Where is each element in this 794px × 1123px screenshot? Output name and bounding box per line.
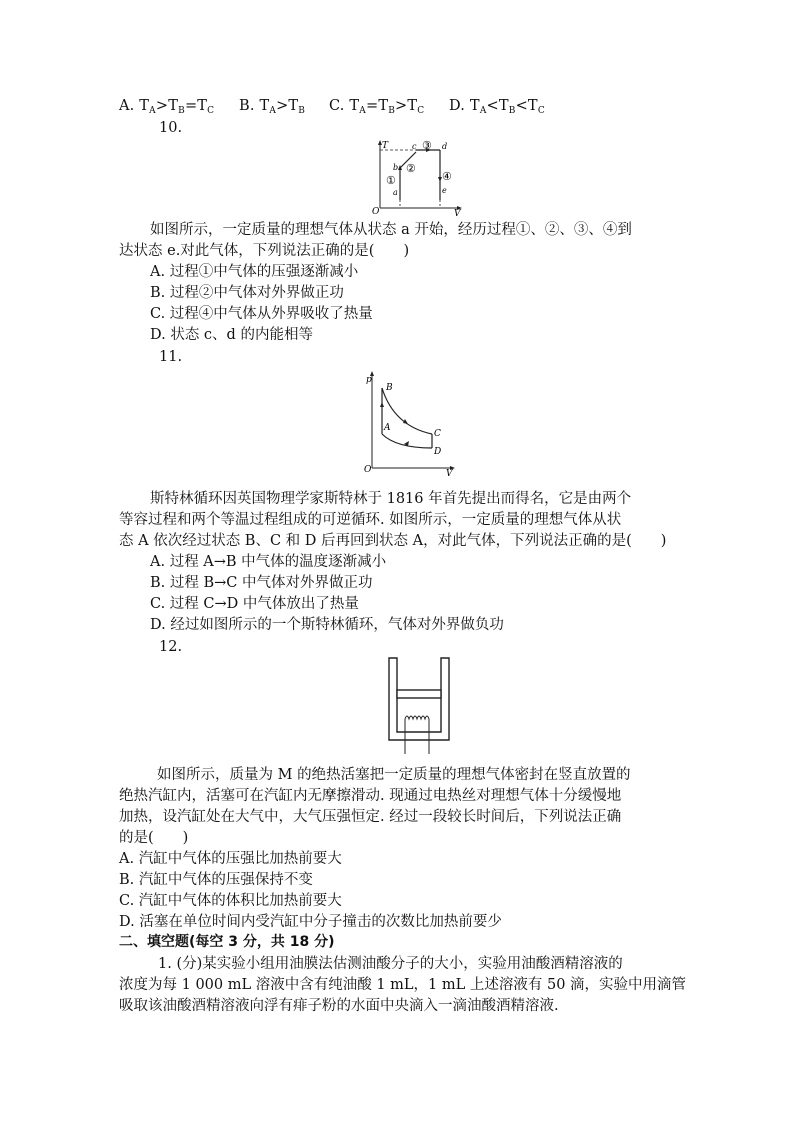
q11-number: 11. <box>159 349 183 365</box>
q9-option-d: D. $T_A<T_B<T_C$ <box>449 98 545 116</box>
q10-process-4: ④ <box>442 170 452 183</box>
q10-tv-figure <box>368 138 468 218</box>
q10-number: 10. <box>159 120 183 136</box>
q10-origin-label: O <box>372 207 380 217</box>
q11-option-b: B. 过程 B→C 中气体对外界做正功 <box>150 575 373 591</box>
q11-option-d: D. 经过如图所示的一个斯特林循环，气体对外界做负功 <box>150 617 504 633</box>
fill-q1-line3: 吸取该油酸酒精溶液向浮有痱子粉的水面中央滴入一滴油酸酒精溶液. <box>119 998 559 1014</box>
q10-option-b: B. 过程②中气体对外界做正功 <box>150 285 344 301</box>
q10-label-e: e <box>442 186 447 195</box>
q10-stem-line1: 如图所示，一定质量的理想气体从状态 a 开始，经历过程①、②、③、④到 <box>150 222 632 238</box>
q10-axis-v-label: V <box>454 209 461 218</box>
q12-number: 12. <box>159 639 183 655</box>
q12-option-b: B. 汽缸中气体的压强保持不变 <box>119 872 313 888</box>
q10-process-1: ① <box>386 174 396 187</box>
q12-stem-line4: 的是( ) <box>119 830 189 846</box>
q10-stem-line2: 达状态 e.对此气体，下列说法正确的是( ) <box>119 243 410 259</box>
q12-option-a: A. 汽缸中气体的压强比加热前要大 <box>119 851 342 867</box>
q11-label-b: B <box>386 383 393 393</box>
q11-stem-line2: 等容过程和两个等温过程组成的可逆循环. 如图所示，一定质量的理想气体从状 <box>119 512 622 528</box>
q11-label-a: A <box>384 423 391 433</box>
q12-stem-line2: 绝热汽缸内，活塞可在汽缸内无摩擦滑动. 现通过电热丝对理想气体十分缓慢地 <box>119 788 622 804</box>
q10-label-b: b <box>393 163 399 172</box>
q12-stem-line1: 如图所示，质量为 M 的绝热活塞把一定质量的理想气体密封在竖直放置的 <box>157 767 631 783</box>
q12-option-d: D. 活塞在单位时间内受汽缸中分子撞击的次数比加热前要少 <box>119 914 502 930</box>
q10-process-2: ② <box>406 162 416 175</box>
q12-option-c: C. 汽缸中气体的体积比加热前要大 <box>119 893 342 909</box>
q12-cylinder-figure <box>388 657 450 755</box>
q11-origin-label: O <box>364 465 372 475</box>
q11-axis-v-label: V <box>446 469 453 478</box>
q9-option-b: B. $T_A>T_B$ <box>239 98 306 116</box>
q11-stem-line1: 斯特林循环因英国物理学家斯特林于 1816 年首先提出而得名，它是由两个 <box>150 491 632 507</box>
q10-label-d: d <box>442 142 448 151</box>
fill-q1-line1: 1. (分)某实验小组用油膜法估测油酸分子的大小，实验用油酸酒精溶液的 <box>158 956 623 972</box>
q10-label-c: c <box>412 142 417 151</box>
q11-label-d: D <box>434 447 442 457</box>
q10-axis-t-label: T <box>382 141 389 151</box>
q12-stem-line3: 加热，设汽缸处在大气中，大气压强恒定. 经过一段较长时间后，下列说法正确 <box>119 809 622 825</box>
q10-process-3: ③ <box>422 139 432 152</box>
q10-option-d: D. 状态 c、d 的内能相等 <box>150 327 313 343</box>
q11-axis-p-label: p <box>366 375 372 385</box>
q11-label-c: C <box>434 429 441 439</box>
fill-q1-line2: 浓度为每 1 000 mL 溶液中含有纯油酸 1 mL，1 mL 上述溶液有 50 滴，实验中用滴管 <box>119 977 687 993</box>
q11-option-c: C. 过程 C→D 中气体放出了热量 <box>150 596 359 612</box>
q10-label-a: a <box>393 188 398 197</box>
section-2-heading: 二、填空题(每空 3 分，共 18 分) <box>119 934 335 950</box>
q9-option-a: A. $T_A>T_B=T_C$ <box>119 98 215 116</box>
q11-stem-line3: 态 A 依次经过状态 B、C 和 D 后再回到状态 A，对此气体，下列说法正确的是( ) <box>119 533 667 549</box>
q10-option-c: C. 过程④中气体从外界吸收了热量 <box>150 306 373 322</box>
q10-option-a: A. 过程①中气体的压强逐渐减小 <box>150 264 359 280</box>
q11-pv-figure <box>360 368 460 478</box>
q11-option-a: A. 过程 A→B 中气体的温度逐渐减小 <box>150 554 387 570</box>
q9-option-c: C. $T_A=T_B>T_C$ <box>329 98 425 116</box>
